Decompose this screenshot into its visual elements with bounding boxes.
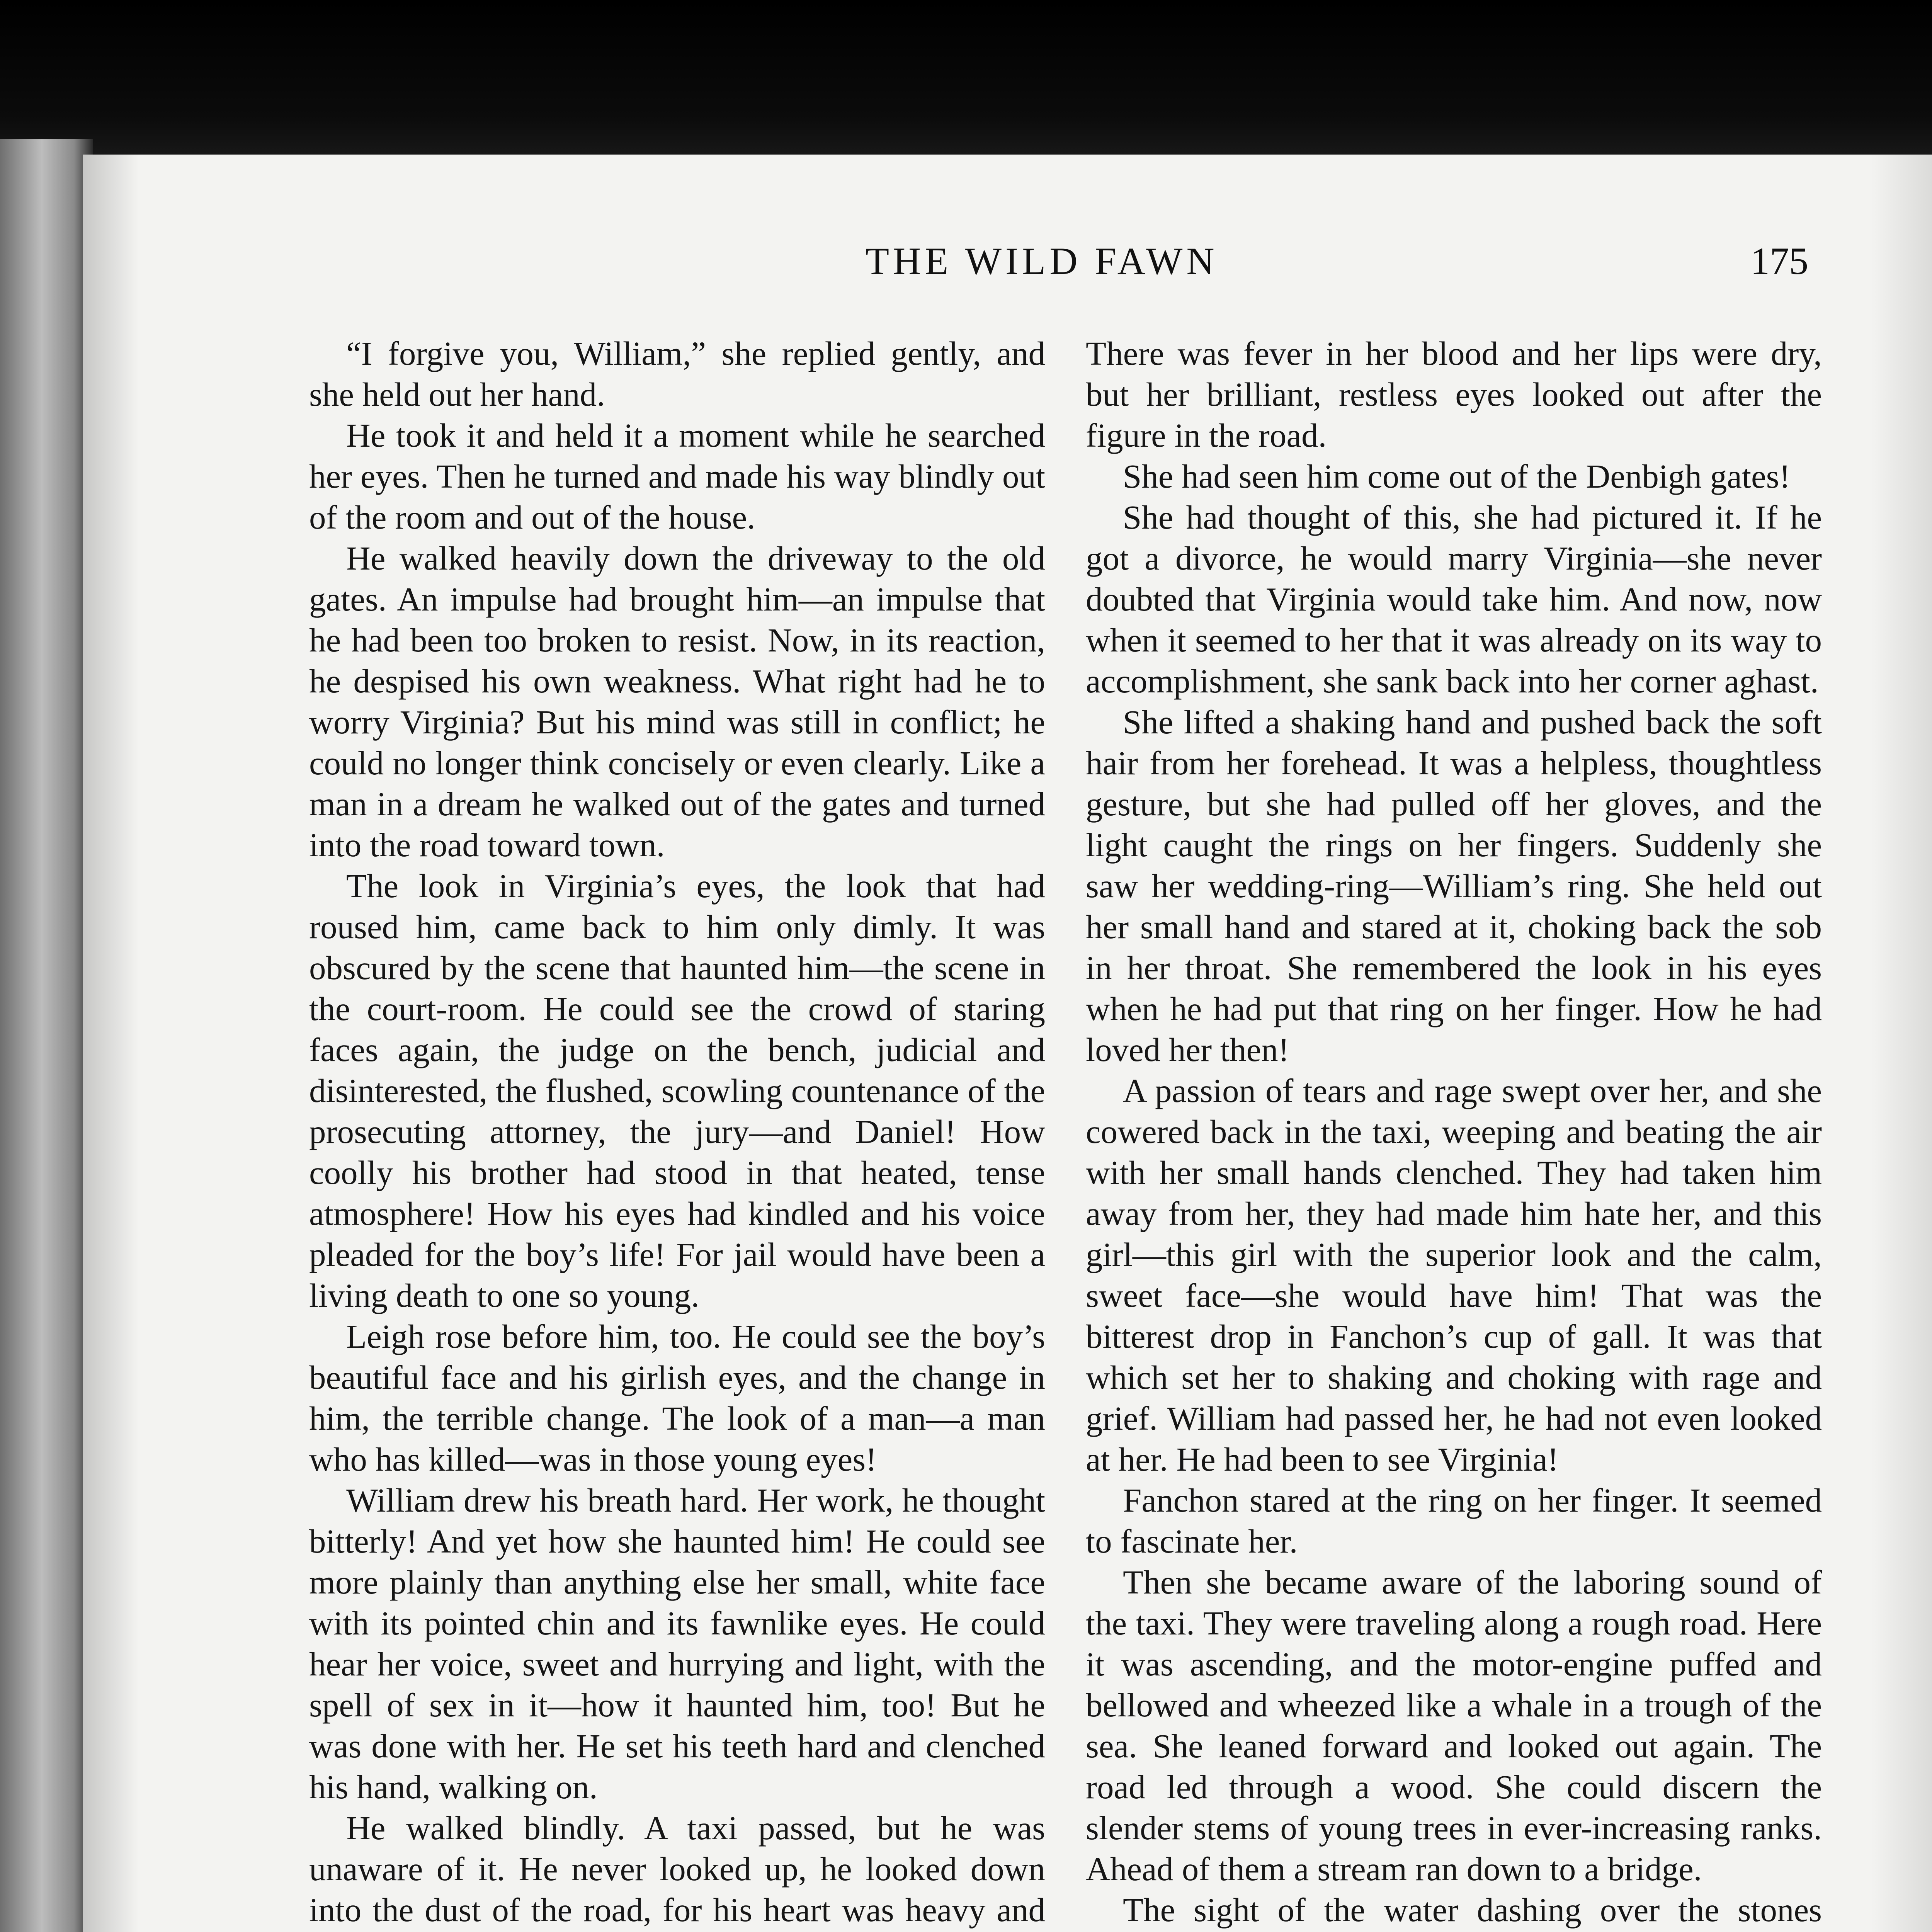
paragraph: The look in Virginia’s eyes, the look that had roused him, came back to him only dimly. It was obscured by the scene that haunted him—the scene in the court-room. He could see the crowd of staring faces again, the judge on the bench, judicial and disinterested, the flushed, scowling countenance of the prosecuting attorney, the jury—and Daniel! How coolly his brother had stood in that heated, tense atmosphere! How his eyes had kindled and his voice pleaded for the boy’s life! For jail would have been a living death to one so young.	[309, 867, 1045, 1314]
facing-page-edge	[0, 139, 93, 1932]
paragraph: Leigh rose before him, too. He could see the boy’s beautiful face and his girlish eyes, and the change in him, the terrible change. The look of a man—a man who has killed—was in those young eyes!	[309, 1318, 1045, 1478]
text-column-left	[309, 333, 1045, 1932]
paragraph: William drew his breath hard. Her work, he thought bitterly! And yet how she haunted him! He could see more plainly than anything else her small, white face with its pointed chin and its fawnlike eyes. He could hear her voice, sweet and hurrying and light, with the spell of sex in it—how it haunted him, too! But he was done with her. He set his teeth hard and clenched his hand, walking on.	[309, 1481, 1045, 1806]
paragraph: Fanchon stared at the ring on her finger. It seemed to fascinate her.	[1086, 1481, 1822, 1560]
paragraph: She had seen him come out of the Denbigh gates!	[1123, 457, 1791, 495]
running-title: THE WILD FAWN	[866, 240, 1218, 282]
page-number: 175	[1750, 240, 1808, 282]
paragraph: She had thought of this, she had pictured it. If he got a divorce, he would marry Virginia—she never doubted that Virginia would take him. And now, now when it seemed to her that it was already on its way to accomplishment, she sank back into her corner aghast.	[1086, 498, 1822, 700]
paragraph: He walked heavily down the driveway to the old gates. An impulse had brought him—an impulse that he had been too broken to resist. Now, in its reaction, he despised his own weakness. What right had he to worry Virginia? But his mind was still in conflict; he could no longer think concisely or even clearly. Like a man in a dream he walked out of the gates and turned into the road toward town.	[309, 539, 1045, 864]
paragraph: The sight of the water dashing over the stones	[1123, 1891, 1822, 1929]
paragraph: There was fever in her blood and her lips were dry, but her brilliant, restless eyes looked out after the figure in the road.	[1086, 335, 1822, 454]
paragraph: He walked blindly. A taxi passed, but he was unaware of it. He never looked up, he looked down into the dust of the road, for his heart was heavy and	[309, 1809, 1045, 1929]
paragraph: Then she became aware of the laboring sound of the taxi. They were traveling along a rough road. Here it was ascending, and the motor-engine puffed and bellowed and wheezed like a whale in a trough of the sea. She leaned forward and looked out again. The road led through a wood. She could discern the slender stems of young trees in ever-increasing ranks. Ahead of them a stream ran down to a bridge.	[1086, 1563, 1822, 1888]
scan-background-top	[0, 0, 1932, 166]
paragraph: A passion of tears and rage swept over her, and she cowered back in the taxi, weeping and beating the air with her small hands clenched. They had taken him away from her, they had made him hate her, and this girl—this girl with the superior look and the calm, sweet face—she would have him! That was the bitterest drop in Fanchon’s cup of gall. It was that which set her to shaking and choking with rage and grief. William had passed her, he had not even looked at her. He had been to see Virginia!	[1086, 1072, 1822, 1478]
paragraph: She lifted a shaking hand and pushed back the soft hair from her forehead. It was a helpless, thoughtless gesture, but she had pulled off her gloves, and the light caught the rings on her fingers. Suddenly she saw her wedding-ring—William’s ring. She held out her small hand and stared at it, choking back the sob in her throat. She remembered the look in his eyes when he had put that ring on her finger. How he had loved her then!	[1086, 703, 1822, 1068]
paragraph: “I forgive you, William,” she replied gently, and she held out her hand.	[309, 335, 1045, 413]
paragraph: He took it and held it a moment while he searched her eyes. Then he turned and made his way blindly out of the room and out of the house.	[309, 417, 1045, 536]
text-column-right	[1086, 333, 1822, 1932]
